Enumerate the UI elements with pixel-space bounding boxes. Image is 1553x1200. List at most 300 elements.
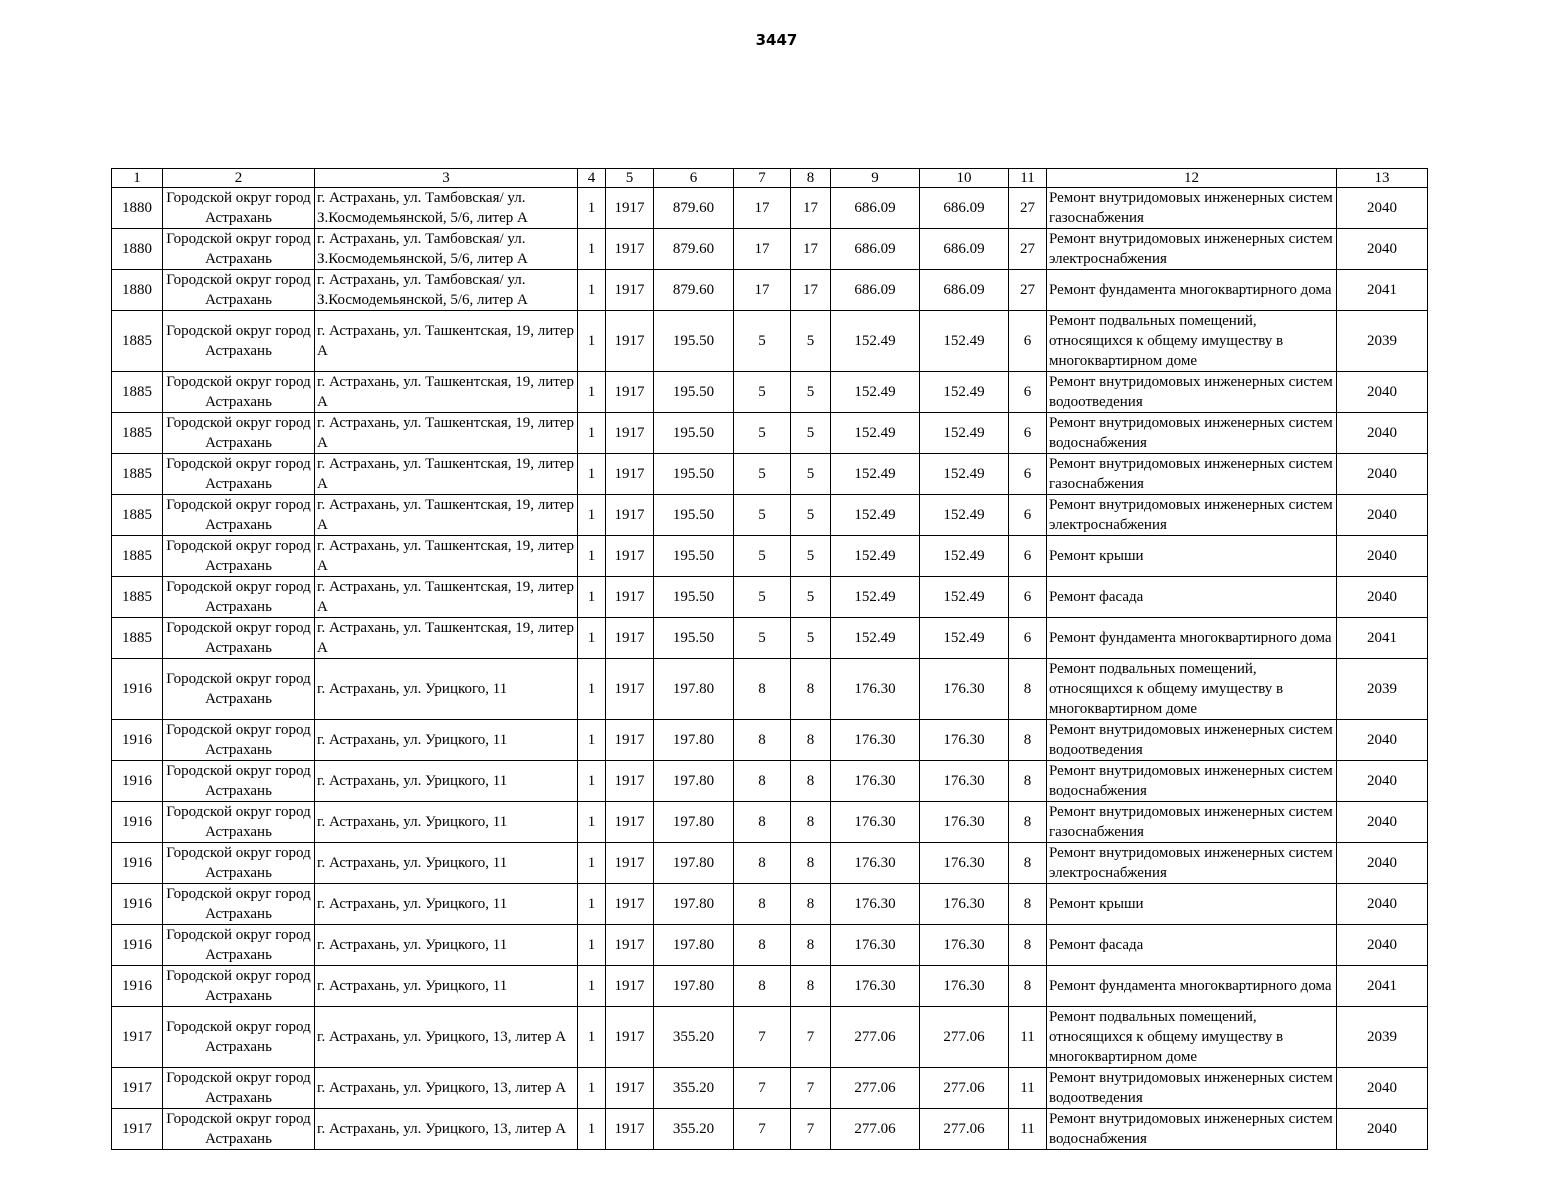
col-11-value: 6 (1009, 536, 1047, 577)
planned-year: 2040 (1337, 536, 1428, 577)
row-number: 1917 (112, 1068, 163, 1109)
row-number: 1885 (112, 311, 163, 372)
col-11-value: 8 (1009, 659, 1047, 720)
col-7-value: 8 (734, 720, 791, 761)
table-row (112, 188, 1428, 229)
address: г. Астрахань, ул. Урицкого, 11 (315, 659, 578, 720)
col-8-value: 5 (791, 372, 831, 413)
repair-work-type: Ремонт внутридомовых инженерных систем водоснабжения (1047, 413, 1337, 454)
col-4-value: 1 (578, 843, 606, 884)
row-number: 1916 (112, 761, 163, 802)
col-11-value: 6 (1009, 413, 1047, 454)
row-number: 1885 (112, 536, 163, 577)
col-7-value: 8 (734, 761, 791, 802)
col-5-value: 1917 (606, 884, 654, 925)
table-row (112, 618, 1428, 659)
col-9-value: 176.30 (831, 843, 920, 884)
col-4-value: 1 (578, 618, 606, 659)
col-10-value: 152.49 (920, 495, 1009, 536)
col-8-value: 5 (791, 536, 831, 577)
col-5-value: 1917 (606, 229, 654, 270)
column-header: 4 (578, 169, 606, 188)
table-row (112, 843, 1428, 884)
col-8-value: 8 (791, 843, 831, 884)
col-9-value: 277.06 (831, 1109, 920, 1150)
row-number: 1885 (112, 495, 163, 536)
planned-year: 2040 (1337, 720, 1428, 761)
repair-work-type: Ремонт внутридомовых инженерных систем водоотведения (1047, 1068, 1337, 1109)
col-9-value: 152.49 (831, 311, 920, 372)
col-8-value: 8 (791, 966, 831, 1007)
col-6-value: 195.50 (654, 413, 734, 454)
col-9-value: 152.49 (831, 372, 920, 413)
col-9-value: 176.30 (831, 884, 920, 925)
address: г. Астрахань, ул. Урицкого, 11 (315, 843, 578, 884)
planned-year: 2040 (1337, 372, 1428, 413)
repair-work-type: Ремонт внутридомовых инженерных систем газоснабжения (1047, 454, 1337, 495)
col-6-value: 355.20 (654, 1068, 734, 1109)
col-4-value: 1 (578, 311, 606, 372)
planned-year: 2039 (1337, 311, 1428, 372)
col-7-value: 8 (734, 843, 791, 884)
col-6-value: 197.80 (654, 884, 734, 925)
repair-work-type: Ремонт внутридомовых инженерных систем электроснабжения (1047, 229, 1337, 270)
address: г. Астрахань, ул. Тамбовская/ ул. З.Космодемьянской, 5/6, литер А (315, 229, 578, 270)
table-row (112, 536, 1428, 577)
col-9-value: 152.49 (831, 413, 920, 454)
col-6-value: 195.50 (654, 454, 734, 495)
col-11-value: 8 (1009, 720, 1047, 761)
row-number: 1916 (112, 966, 163, 1007)
municipality: Городской округ город Астрахань (163, 720, 315, 761)
municipality: Городской округ город Астрахань (163, 372, 315, 413)
col-5-value: 1917 (606, 761, 654, 802)
col-8-value: 5 (791, 495, 831, 536)
table-row (112, 659, 1428, 720)
col-5-value: 1917 (606, 495, 654, 536)
col-9-value: 176.30 (831, 659, 920, 720)
col-11-value: 27 (1009, 270, 1047, 311)
col-8-value: 5 (791, 577, 831, 618)
row-number: 1917 (112, 1007, 163, 1068)
repair-work-type: Ремонт фундамента многоквартирного дома (1047, 270, 1337, 311)
col-5-value: 1917 (606, 925, 654, 966)
col-7-value: 5 (734, 495, 791, 536)
table-row (112, 1109, 1428, 1150)
col-6-value: 195.50 (654, 536, 734, 577)
col-11-value: 8 (1009, 966, 1047, 1007)
col-11-value: 27 (1009, 229, 1047, 270)
table-row (112, 454, 1428, 495)
col-4-value: 1 (578, 229, 606, 270)
col-9-value: 152.49 (831, 495, 920, 536)
col-5-value: 1917 (606, 188, 654, 229)
column-header: 3 (315, 169, 578, 188)
planned-year: 2040 (1337, 1109, 1428, 1150)
col-5-value: 1917 (606, 720, 654, 761)
col-4-value: 1 (578, 720, 606, 761)
col-10-value: 176.30 (920, 802, 1009, 843)
col-5-value: 1917 (606, 966, 654, 1007)
address: г. Астрахань, ул. Ташкентская, 19, литер А (315, 577, 578, 618)
repair-work-type: Ремонт внутридомовых инженерных систем электроснабжения (1047, 495, 1337, 536)
repair-work-type: Ремонт фундамента многоквартирного дома (1047, 966, 1337, 1007)
col-7-value: 5 (734, 413, 791, 454)
col-10-value: 176.30 (920, 659, 1009, 720)
col-7-value: 7 (734, 1007, 791, 1068)
col-10-value: 176.30 (920, 720, 1009, 761)
table-body (112, 188, 1428, 1150)
col-5-value: 1917 (606, 843, 654, 884)
col-11-value: 6 (1009, 577, 1047, 618)
col-9-value: 176.30 (831, 802, 920, 843)
planned-year: 2040 (1337, 925, 1428, 966)
col-6-value: 197.80 (654, 720, 734, 761)
col-4-value: 1 (578, 372, 606, 413)
col-9-value: 686.09 (831, 270, 920, 311)
col-11-value: 6 (1009, 372, 1047, 413)
col-11-value: 6 (1009, 311, 1047, 372)
col-7-value: 5 (734, 536, 791, 577)
table-row (112, 720, 1428, 761)
col-10-value: 176.30 (920, 761, 1009, 802)
table-row (112, 495, 1428, 536)
repair-work-type: Ремонт подвальных помещений, относящихся к общему имуществу в многоквартирном доме (1047, 1007, 1337, 1068)
table-row (112, 577, 1428, 618)
col-4-value: 1 (578, 413, 606, 454)
col-6-value: 197.80 (654, 659, 734, 720)
col-9-value: 152.49 (831, 577, 920, 618)
row-number: 1880 (112, 229, 163, 270)
col-4-value: 1 (578, 1007, 606, 1068)
col-5-value: 1917 (606, 413, 654, 454)
repair-work-type: Ремонт крыши (1047, 884, 1337, 925)
col-9-value: 176.30 (831, 761, 920, 802)
col-10-value: 152.49 (920, 618, 1009, 659)
col-11-value: 11 (1009, 1007, 1047, 1068)
table-row (112, 229, 1428, 270)
col-4-value: 1 (578, 761, 606, 802)
col-8-value: 5 (791, 618, 831, 659)
col-11-value: 11 (1009, 1109, 1047, 1150)
column-header: 9 (831, 169, 920, 188)
col-11-value: 27 (1009, 188, 1047, 229)
col-4-value: 1 (578, 966, 606, 1007)
col-9-value: 152.49 (831, 618, 920, 659)
row-number: 1885 (112, 372, 163, 413)
planned-year: 2040 (1337, 495, 1428, 536)
page-number: 3447 (755, 31, 798, 49)
col-7-value: 5 (734, 577, 791, 618)
repair-work-type: Ремонт внутридомовых инженерных систем водоотведения (1047, 372, 1337, 413)
col-8-value: 5 (791, 311, 831, 372)
col-6-value: 355.20 (654, 1109, 734, 1150)
col-8-value: 17 (791, 188, 831, 229)
municipality: Городской округ город Астрахань (163, 454, 315, 495)
col-5-value: 1917 (606, 536, 654, 577)
municipality: Городской округ город Астрахань (163, 536, 315, 577)
col-8-value: 17 (791, 270, 831, 311)
address: г. Астрахань, ул. Ташкентская, 19, литер А (315, 536, 578, 577)
repair-work-type: Ремонт подвальных помещений, относящихся к общему имуществу в многоквартирном доме (1047, 311, 1337, 372)
repair-work-type: Ремонт фасада (1047, 925, 1337, 966)
col-8-value: 8 (791, 884, 831, 925)
row-number: 1916 (112, 659, 163, 720)
address: г. Астрахань, ул. Урицкого, 11 (315, 966, 578, 1007)
col-4-value: 1 (578, 802, 606, 843)
col-7-value: 5 (734, 454, 791, 495)
col-9-value: 176.30 (831, 925, 920, 966)
col-5-value: 1917 (606, 311, 654, 372)
col-6-value: 879.60 (654, 229, 734, 270)
col-9-value: 176.30 (831, 966, 920, 1007)
planned-year: 2040 (1337, 1068, 1428, 1109)
col-11-value: 6 (1009, 454, 1047, 495)
row-number: 1916 (112, 925, 163, 966)
address: г. Астрахань, ул. Ташкентская, 19, литер А (315, 454, 578, 495)
col-10-value: 176.30 (920, 925, 1009, 966)
col-7-value: 7 (734, 1109, 791, 1150)
address: г. Астрахань, ул. Тамбовская/ ул. З.Космодемьянской, 5/6, литер А (315, 188, 578, 229)
municipality: Городской округ город Астрахань (163, 311, 315, 372)
col-6-value: 197.80 (654, 802, 734, 843)
row-number: 1885 (112, 577, 163, 618)
column-header: 2 (163, 169, 315, 188)
repair-work-type: Ремонт внутридомовых инженерных систем газоснабжения (1047, 802, 1337, 843)
address: г. Астрахань, ул. Урицкого, 11 (315, 884, 578, 925)
col-6-value: 195.50 (654, 577, 734, 618)
table-row (112, 311, 1428, 372)
municipality: Городской округ город Астрахань (163, 618, 315, 659)
municipality: Городской округ город Астрахань (163, 659, 315, 720)
row-number: 1885 (112, 618, 163, 659)
col-9-value: 277.06 (831, 1068, 920, 1109)
table-row (112, 884, 1428, 925)
col-10-value: 152.49 (920, 413, 1009, 454)
planned-year: 2040 (1337, 413, 1428, 454)
municipality: Городской округ город Астрахань (163, 1068, 315, 1109)
col-10-value: 277.06 (920, 1109, 1009, 1150)
column-header: 13 (1337, 169, 1428, 188)
municipality: Городской округ город Астрахань (163, 843, 315, 884)
col-9-value: 686.09 (831, 229, 920, 270)
col-7-value: 8 (734, 925, 791, 966)
repair-work-type: Ремонт внутридомовых инженерных систем газоснабжения (1047, 188, 1337, 229)
municipality: Городской округ город Астрахань (163, 495, 315, 536)
col-4-value: 1 (578, 659, 606, 720)
col-4-value: 1 (578, 188, 606, 229)
planned-year: 2040 (1337, 454, 1428, 495)
row-number: 1917 (112, 1109, 163, 1150)
col-6-value: 195.50 (654, 495, 734, 536)
address: г. Астрахань, ул. Ташкентская, 19, литер А (315, 495, 578, 536)
row-number: 1885 (112, 454, 163, 495)
repair-schedule-table (111, 168, 1428, 1150)
col-6-value: 197.80 (654, 966, 734, 1007)
municipality: Городской округ город Астрахань (163, 884, 315, 925)
col-6-value: 195.50 (654, 618, 734, 659)
table-row (112, 761, 1428, 802)
col-11-value: 8 (1009, 761, 1047, 802)
row-number: 1880 (112, 188, 163, 229)
repair-work-type: Ремонт внутридомовых инженерных систем водоснабжения (1047, 1109, 1337, 1150)
row-number: 1916 (112, 720, 163, 761)
col-7-value: 8 (734, 659, 791, 720)
col-4-value: 1 (578, 925, 606, 966)
address: г. Астрахань, ул. Урицкого, 11 (315, 802, 578, 843)
col-9-value: 277.06 (831, 1007, 920, 1068)
col-11-value: 8 (1009, 802, 1047, 843)
col-11-value: 8 (1009, 884, 1047, 925)
planned-year: 2041 (1337, 966, 1428, 1007)
row-number: 1885 (112, 413, 163, 454)
col-7-value: 8 (734, 966, 791, 1007)
municipality: Городской округ город Астрахань (163, 229, 315, 270)
col-11-value: 8 (1009, 925, 1047, 966)
col-5-value: 1917 (606, 270, 654, 311)
col-4-value: 1 (578, 454, 606, 495)
col-10-value: 152.49 (920, 577, 1009, 618)
col-6-value: 197.80 (654, 925, 734, 966)
row-number: 1880 (112, 270, 163, 311)
col-6-value: 879.60 (654, 188, 734, 229)
col-8-value: 8 (791, 761, 831, 802)
planned-year: 2040 (1337, 884, 1428, 925)
repair-work-type: Ремонт фасада (1047, 577, 1337, 618)
column-header: 7 (734, 169, 791, 188)
table-row (112, 413, 1428, 454)
col-8-value: 5 (791, 413, 831, 454)
col-10-value: 686.09 (920, 229, 1009, 270)
row-number: 1916 (112, 802, 163, 843)
table-row (112, 372, 1428, 413)
address: г. Астрахань, ул. Урицкого, 13, литер А (315, 1007, 578, 1068)
col-7-value: 17 (734, 188, 791, 229)
col-7-value: 8 (734, 884, 791, 925)
col-8-value: 8 (791, 659, 831, 720)
municipality: Городской округ город Астрахань (163, 966, 315, 1007)
col-6-value: 197.80 (654, 761, 734, 802)
col-8-value: 8 (791, 802, 831, 843)
col-5-value: 1917 (606, 372, 654, 413)
address: г. Астрахань, ул. Урицкого, 11 (315, 720, 578, 761)
planned-year: 2039 (1337, 659, 1428, 720)
municipality: Городской округ город Астрахань (163, 761, 315, 802)
column-header: 1 (112, 169, 163, 188)
table-row (112, 966, 1428, 1007)
planned-year: 2039 (1337, 1007, 1428, 1068)
col-6-value: 197.80 (654, 843, 734, 884)
col-5-value: 1917 (606, 454, 654, 495)
col-5-value: 1917 (606, 1068, 654, 1109)
col-4-value: 1 (578, 884, 606, 925)
col-10-value: 152.49 (920, 536, 1009, 577)
col-8-value: 17 (791, 229, 831, 270)
header-row (112, 169, 1428, 188)
address: г. Астрахань, ул. Ташкентская, 19, литер А (315, 413, 578, 454)
planned-year: 2040 (1337, 843, 1428, 884)
address: г. Астрахань, ул. Ташкентская, 19, литер А (315, 311, 578, 372)
col-10-value: 277.06 (920, 1007, 1009, 1068)
col-4-value: 1 (578, 577, 606, 618)
col-10-value: 152.49 (920, 372, 1009, 413)
planned-year: 2040 (1337, 229, 1428, 270)
municipality: Городской округ город Астрахань (163, 188, 315, 229)
repair-work-type: Ремонт фундамента многоквартирного дома (1047, 618, 1337, 659)
col-8-value: 8 (791, 720, 831, 761)
col-5-value: 1917 (606, 1007, 654, 1068)
col-10-value: 686.09 (920, 270, 1009, 311)
table-row (112, 1068, 1428, 1109)
col-10-value: 277.06 (920, 1068, 1009, 1109)
repair-work-type: Ремонт внутридомовых инженерных систем электроснабжения (1047, 843, 1337, 884)
municipality: Городской округ город Астрахань (163, 1109, 315, 1150)
municipality: Городской округ город Астрахань (163, 413, 315, 454)
column-header: 6 (654, 169, 734, 188)
col-5-value: 1917 (606, 659, 654, 720)
repair-work-type: Ремонт крыши (1047, 536, 1337, 577)
column-header: 8 (791, 169, 831, 188)
address: г. Астрахань, ул. Ташкентская, 19, литер А (315, 618, 578, 659)
planned-year: 2040 (1337, 761, 1428, 802)
municipality: Городской округ город Астрахань (163, 1007, 315, 1068)
planned-year: 2040 (1337, 577, 1428, 618)
col-10-value: 176.30 (920, 884, 1009, 925)
municipality: Городской округ город Астрахань (163, 925, 315, 966)
col-8-value: 7 (791, 1007, 831, 1068)
col-4-value: 1 (578, 495, 606, 536)
column-header: 5 (606, 169, 654, 188)
repair-work-type: Ремонт внутридомовых инженерных систем водоотведения (1047, 720, 1337, 761)
col-11-value: 6 (1009, 495, 1047, 536)
col-4-value: 1 (578, 270, 606, 311)
repair-work-type: Ремонт внутридомовых инженерных систем водоснабжения (1047, 761, 1337, 802)
planned-year: 2040 (1337, 802, 1428, 843)
col-11-value: 6 (1009, 618, 1047, 659)
table-row (112, 270, 1428, 311)
col-11-value: 11 (1009, 1068, 1047, 1109)
address: г. Астрахань, ул. Урицкого, 13, литер А (315, 1109, 578, 1150)
col-8-value: 8 (791, 925, 831, 966)
col-6-value: 195.50 (654, 372, 734, 413)
table-row (112, 925, 1428, 966)
col-6-value: 355.20 (654, 1007, 734, 1068)
planned-year: 2041 (1337, 270, 1428, 311)
col-6-value: 195.50 (654, 311, 734, 372)
col-10-value: 152.49 (920, 454, 1009, 495)
col-7-value: 17 (734, 270, 791, 311)
col-8-value: 7 (791, 1109, 831, 1150)
col-11-value: 8 (1009, 843, 1047, 884)
col-10-value: 176.30 (920, 966, 1009, 1007)
col-10-value: 152.49 (920, 311, 1009, 372)
repair-work-type: Ремонт подвальных помещений, относящихся к общему имуществу в многоквартирном доме (1047, 659, 1337, 720)
address: г. Астрахань, ул. Ташкентская, 19, литер А (315, 372, 578, 413)
col-7-value: 5 (734, 618, 791, 659)
col-7-value: 5 (734, 372, 791, 413)
address: г. Астрахань, ул. Урицкого, 11 (315, 761, 578, 802)
address: г. Астрахань, ул. Урицкого, 13, литер А (315, 1068, 578, 1109)
municipality: Городской округ город Астрахань (163, 270, 315, 311)
col-9-value: 152.49 (831, 536, 920, 577)
col-7-value: 5 (734, 311, 791, 372)
column-header: 10 (920, 169, 1009, 188)
col-4-value: 1 (578, 1109, 606, 1150)
col-10-value: 686.09 (920, 188, 1009, 229)
col-8-value: 7 (791, 1068, 831, 1109)
col-7-value: 17 (734, 229, 791, 270)
col-10-value: 176.30 (920, 843, 1009, 884)
